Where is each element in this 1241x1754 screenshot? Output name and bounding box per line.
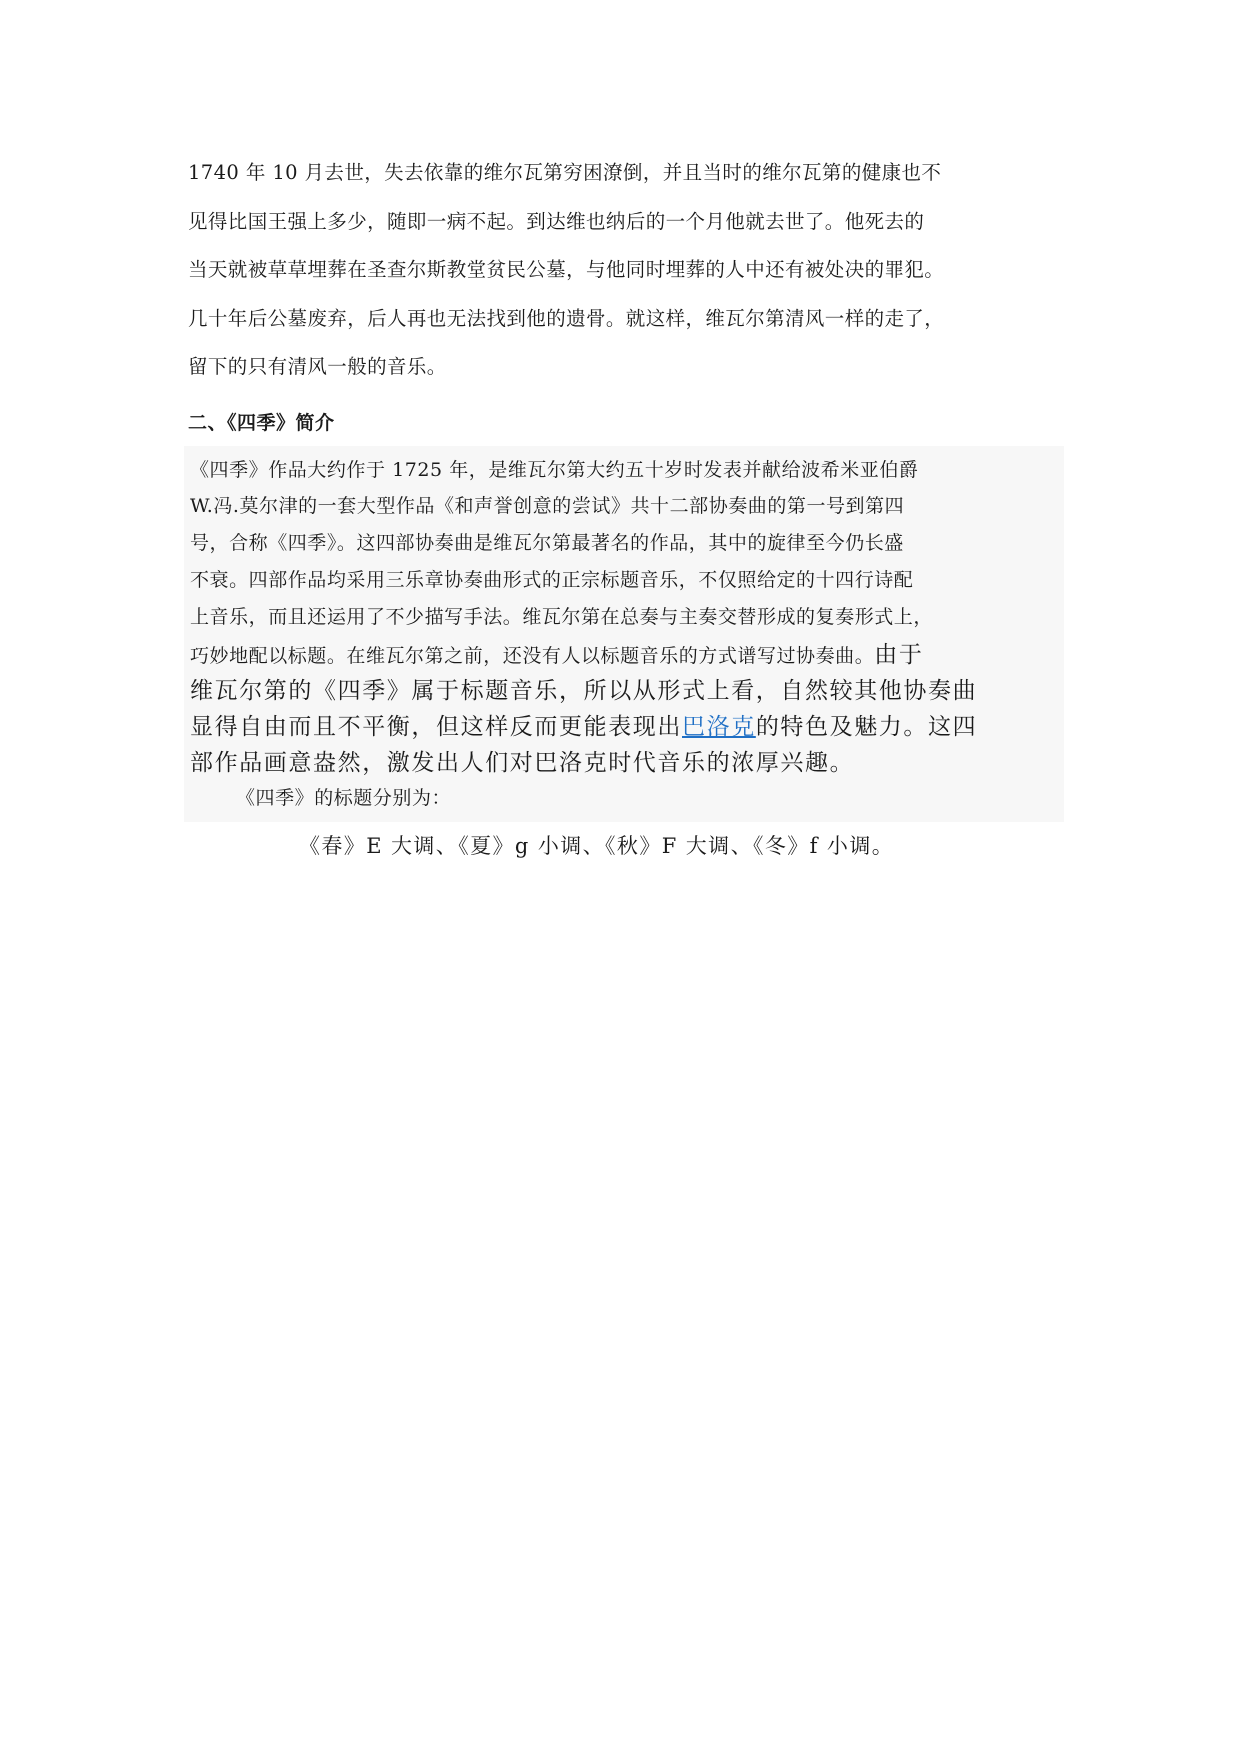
intro-line: 上音乐，而且还运用了不少描写手法。维瓦尔第在总奏与主奏交替形成的复奏形式上， — [190, 606, 933, 628]
intro-line: 维瓦尔第的《四季》属于标题音乐，所以从形式上看，自然较其他协奏曲 — [190, 678, 978, 704]
baroque-link[interactable]: 巴洛克 — [682, 714, 756, 740]
paragraph-line: 留下的只有清风一般的音乐。 — [188, 355, 447, 378]
intro-line: 部作品画意盎然，激发出人们对巴洛克时代音乐的浓厚兴趣。 — [190, 750, 855, 776]
seasons-keys-line: 《春》E 大调、《夏》g 小调、《秋》F 大调、《冬》f 小调。 — [299, 834, 895, 858]
paragraph-line: 当天就被草草埋葬在圣查尔斯教堂贫民公墓，与他同时埋葬的人中还有被处决的罪犯。 — [188, 258, 945, 281]
paragraph-line: 几十年后公墓废弃，后人再也无法找到他的遗骨。就这样，维瓦尔第清风一样的走了， — [188, 306, 945, 330]
four-seasons-intro-block — [184, 446, 1064, 822]
intro-line: 号，合称《四季》。这四部协奏曲是维瓦尔第最著名的作品，其中的旋律至今仍长盛 — [190, 532, 904, 554]
paragraph-line: 1740 年 10 月去世，失去依靠的维尔瓦第穷困潦倒，并且当时的维尔瓦第的健康也不 — [188, 161, 942, 184]
intro-line: W.冯.莫尔津的一套大型作品《和声誉创意的尝试》共十二部协奏曲的第一号到第四 — [190, 495, 905, 517]
vivaldi-death-paragraph — [188, 158, 1068, 401]
intro-line — [190, 636, 923, 669]
section-heading: 二、《四季》简介 — [188, 412, 335, 434]
intro-line-part: 巧妙地配以标题。在维瓦尔第之前，还没有人以标题音乐的方式谱写过协奏曲。 — [190, 645, 875, 667]
intro-line: 不衰。四部作品均采用三乐章协奏曲形式的正宗标题音乐，不仅照给定的十四行诗配 — [190, 569, 914, 591]
intro-line — [190, 708, 977, 741]
intro-line-part: 由于 — [874, 642, 924, 668]
intro-line-part: 的特色及魅力。这四 — [755, 714, 978, 740]
intro-line: 《四季》的标题分别为： — [236, 787, 452, 809]
intro-line: 《四季》作品大约作于 1725 年，是维瓦尔第大约五十岁时发表并献给波希米亚伯爵 — [190, 459, 919, 481]
paragraph-line: 见得比国王强上多少，随即一病不起。到达维也纳后的一个月他就去世了。他死去的 — [188, 209, 925, 233]
intro-line-part: 显得自由而且不平衡，但这样反而更能表现出 — [190, 714, 682, 740]
